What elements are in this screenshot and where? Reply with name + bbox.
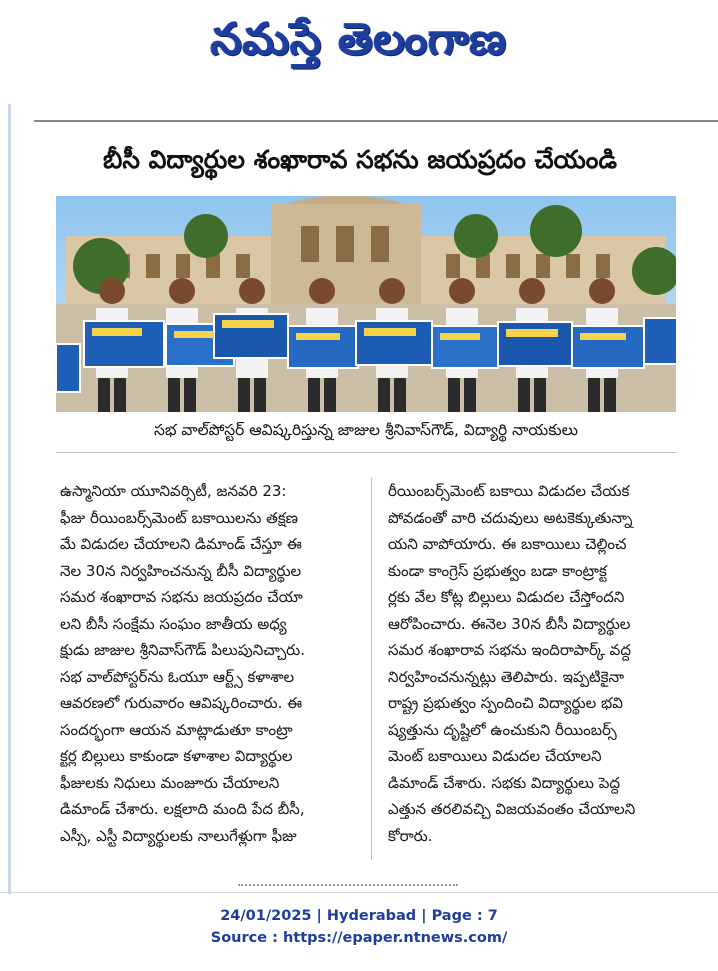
right-column-line: మెంట్ బకాయిలు విడుదల చేయాలని (388, 747, 602, 765)
left-column-line: డిమాండ్ చేశారు. లక్షలాది మంది పేద బీసీ, (60, 800, 305, 818)
caption-divider (56, 452, 676, 453)
masthead (0, 0, 718, 90)
left-column-line: మే విడుదల చేయాలని డిమాండ్ చేస్తూ ఈ (60, 535, 302, 553)
left-column-line: ఎస్సీ, ఎస్టీ విద్యార్థులకు నాలుగేళ్లుగా ఫీజు (60, 826, 297, 845)
left-column-line: లని బీసీ సంక్షేమ సంఘం జాతీయ అధ్య (60, 614, 287, 633)
footer-divider (0, 892, 718, 893)
left-column-line: ఉస్మానియా యూనివర్సిటీ, జనవరి 23: (60, 482, 287, 500)
right-column-line: రీయింబర్స్‌మెంట్ బకాయి విడుదల చేయక (388, 482, 630, 500)
right-column-line: కోరారు. (388, 826, 433, 845)
left-column-line: సందర్భంగా ఆయన మాట్లాడుతూ కాంట్రా (60, 720, 293, 739)
article-photo (56, 196, 676, 412)
article-right-column (388, 478, 680, 849)
photo-caption: సభ వాల్‌పోస్టర్ ఆవిష్కరిస్తున్న జాజుల శ్రీనివాస్‌గౌడ్, విద్యార్థి నాయకులు (153, 421, 579, 439)
left-column-line: క్షుడు జాజుల శ్రీనివాస్‌గౌడ్ పిలుపునిచ్చారు. (60, 641, 306, 659)
right-column-line: ఆరోపించారు. ఈనెల 30న బీసీ విద్యార్థుల (388, 614, 631, 633)
right-column-line: డిమాండ్ చేశారు. సభకు విద్యార్థులు పెద్ద (388, 773, 620, 792)
footer-source-link[interactable]: Source : https://epaper.ntnews.com/ (210, 930, 508, 946)
right-column-line: ష్యత్తును దృష్టిలో ఉంచుకుని రీయింబర్స్ (388, 720, 617, 739)
column-divider (371, 478, 372, 860)
right-column-line: నిర్వహించనున్నట్లు తెలిపారు. ఇప్పటికైనా (388, 667, 625, 686)
top-divider (34, 120, 718, 122)
article-left-column (60, 478, 352, 849)
right-column-line: సమర శంఖారావ సభను ఇందిరాపార్క్ వద్ద (388, 641, 631, 659)
footer-date-page: 24/01/2025 | Hyderabad | Page : 7 (220, 908, 498, 924)
article-headline: బీసీ విద్యార్థుల శంఖారావ సభను జయప్రదం చేయండి (103, 145, 617, 174)
left-margin-rule (8, 104, 11, 894)
left-column-line: ఆవరణలో గురువారం ఆవిష్కరించారు. ఈ (60, 694, 303, 712)
right-column-line: ఎత్తున తరలివచ్చి విజయవంతం చేయాలని (388, 800, 636, 818)
left-column-line: సభ వాల్‌పోస్టర్‌ను ఓయూ ఆర్ట్స్ కళాశాల (60, 667, 295, 686)
left-column-line: క్టర్ల బిల్లులు కాకుండా కళాశాల విద్యార్థుల (60, 747, 293, 765)
right-column-line: ర్లకు వేల కోట్ల బిల్లులు విడుదల చేస్తోందని (388, 588, 625, 606)
right-column-line: పోవడంతో వారి చదువులు అటకెక్కుతున్నా (388, 508, 633, 527)
right-column-line: కుండా కాంగ్రెస్ ప్రభుత్వం బడా కాంట్రాక్ట (388, 561, 607, 580)
right-column-line: యని వాపోయారు. ఈ బకాయిలు చెల్లించ (388, 535, 627, 553)
left-column-line: నెల 30న నిర్వహించనున్న బీసీ విద్యార్థుల (60, 561, 302, 580)
left-column-line: ఫీజులకు నిధులు మంజూరు చేయాలని (60, 773, 280, 792)
epaper-footer (0, 905, 718, 949)
newspaper-logo-title: నమస్తే తెలంగాణ (210, 14, 508, 65)
right-column-line: రాష్ట్ర ప్రభుత్వం స్పందించి విద్యార్థుల భవి (388, 694, 623, 712)
group-photo-illustration (56, 196, 676, 412)
left-column-line: ఫీజు రీయింబర్స్‌మెంట్ బకాయిలను తక్షణ (60, 508, 299, 527)
left-column-line: సమర శంఖారావ సభను జయప్రదం చేయా (60, 588, 303, 606)
